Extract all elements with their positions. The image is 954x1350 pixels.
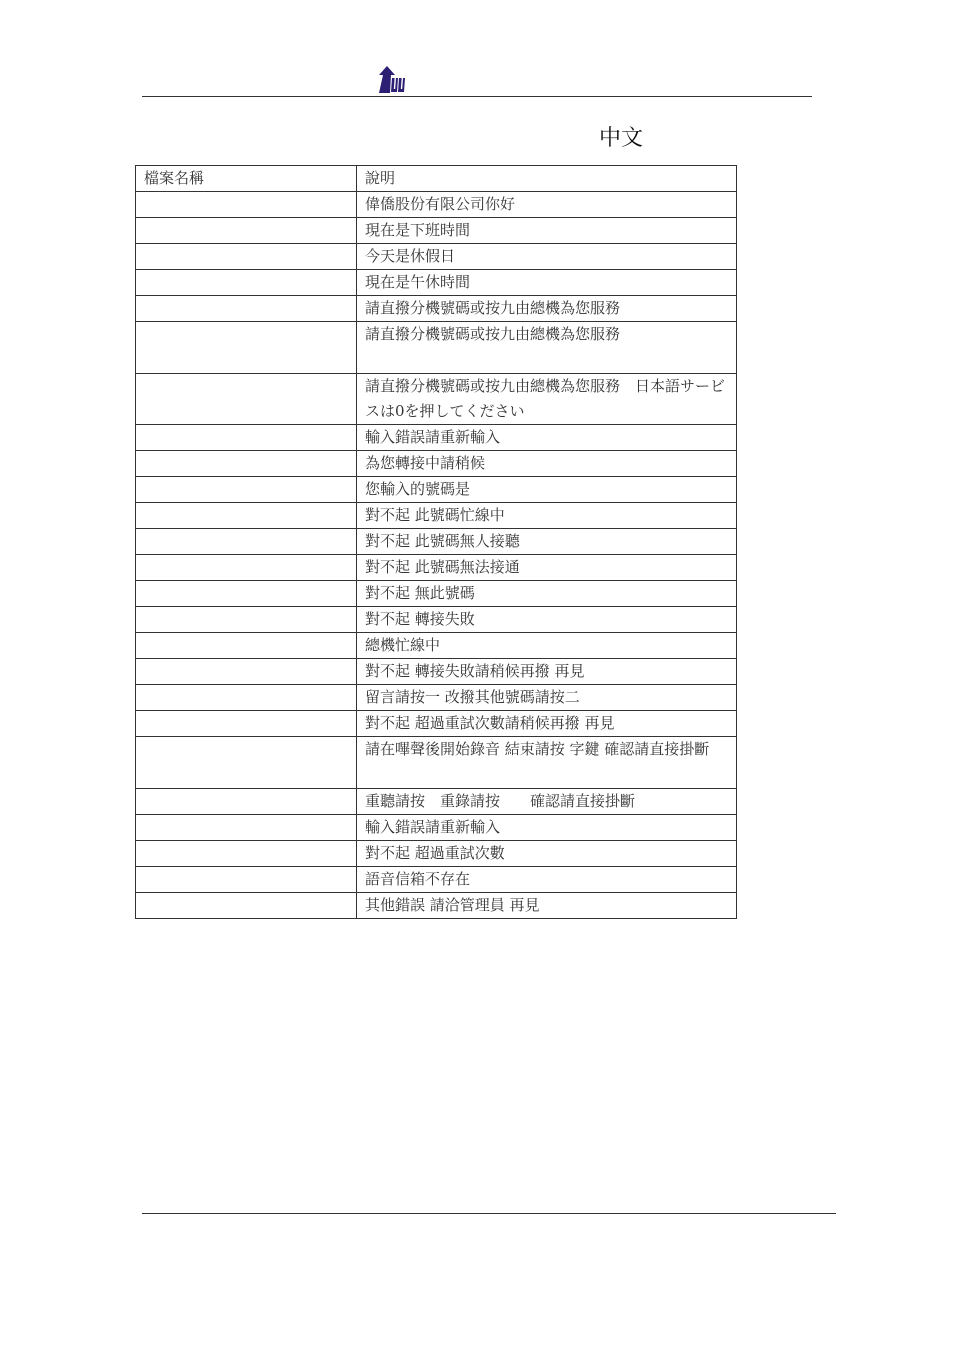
table-row — [136, 607, 737, 633]
table-row — [136, 555, 737, 581]
cell-description: 對不起 超過重試次數 — [357, 840, 737, 866]
cell-filename — [136, 477, 357, 503]
cell-description: 對不起 轉接失敗請稍候再撥 再見 — [357, 659, 737, 685]
cell-filename — [136, 503, 357, 529]
logo-arrow-icon — [377, 66, 407, 94]
cell-description: 輸入錯誤請重新輸入 — [357, 814, 737, 840]
cell-description: 重聽請按 重錄請按 確認請直接掛斷 — [357, 788, 737, 814]
cell-filename — [136, 892, 357, 918]
cell-description: 留言請按一 改撥其他號碼請按二 — [357, 685, 737, 711]
cell-description: 今天是休假日 — [357, 244, 737, 270]
table-row — [136, 685, 737, 711]
table-row — [136, 451, 737, 477]
audio-file-table — [135, 165, 737, 919]
cell-filename — [136, 296, 357, 322]
table-row — [136, 244, 737, 270]
cell-description: 為您轉接中請稍候 — [357, 451, 737, 477]
table-header-row — [136, 166, 737, 192]
cell-filename — [136, 425, 357, 451]
table-row — [136, 322, 737, 374]
cell-filename — [136, 244, 357, 270]
cell-filename — [136, 373, 357, 425]
cell-description: 對不起 無此號碼 — [357, 581, 737, 607]
table-row — [136, 529, 737, 555]
table-row — [136, 503, 737, 529]
cell-description: 總機忙線中 — [357, 633, 737, 659]
cell-filename — [136, 840, 357, 866]
cell-description: 輸入錯誤請重新輸入 — [357, 425, 737, 451]
cell-filename — [136, 814, 357, 840]
company-logo — [377, 66, 407, 94]
header-rule — [142, 96, 812, 97]
table-row — [136, 477, 737, 503]
cell-filename — [136, 451, 357, 477]
cell-filename — [136, 711, 357, 737]
cell-filename — [136, 737, 357, 789]
footer-rule — [142, 1213, 836, 1214]
cell-description: 對不起 此號碼無法接通 — [357, 555, 737, 581]
table-body — [136, 192, 737, 919]
cell-description: 對不起 轉接失敗 — [357, 607, 737, 633]
cell-filename — [136, 218, 357, 244]
cell-filename — [136, 633, 357, 659]
table-row — [136, 218, 737, 244]
cell-description: 請直撥分機號碼或按九由總機為您服務 — [357, 322, 737, 374]
table-row — [136, 892, 737, 918]
logo-letters — [391, 78, 405, 92]
cell-description: 現在是下班時間 — [357, 218, 737, 244]
table-row — [136, 270, 737, 296]
table-row — [136, 711, 737, 737]
cell-filename — [136, 529, 357, 555]
table-row — [136, 737, 737, 789]
table-row — [136, 192, 737, 218]
cell-filename — [136, 581, 357, 607]
cell-filename — [136, 788, 357, 814]
column-header-description: 說明 — [357, 166, 737, 192]
column-header-filename: 檔案名稱 — [136, 166, 357, 192]
cell-description: 現在是午休時間 — [357, 270, 737, 296]
cell-description: 請直撥分機號碼或按九由總機為您服務 — [357, 296, 737, 322]
table-row — [136, 373, 737, 425]
table-row — [136, 814, 737, 840]
cell-filename — [136, 555, 357, 581]
table-row — [136, 633, 737, 659]
table-row — [136, 840, 737, 866]
cell-description: 請在嗶聲後開始錄音 結束請按 字鍵 確認請直接掛斷 — [357, 737, 737, 789]
cell-filename — [136, 866, 357, 892]
table-row — [136, 866, 737, 892]
cell-description: 其他錯誤 請洽管理員 再見 — [357, 892, 737, 918]
table-row — [136, 581, 737, 607]
cell-filename — [136, 322, 357, 374]
table-row — [136, 788, 737, 814]
cell-filename — [136, 685, 357, 711]
cell-description: 請直撥分機號碼或按九由總機為您服務 日本語サービスは0を押してください — [357, 373, 737, 425]
cell-description: 您輸入的號碼是 — [357, 477, 737, 503]
cell-description: 對不起 超過重試次數請稍候再撥 再見 — [357, 711, 737, 737]
page-title: 中文 — [599, 126, 644, 151]
table-row — [136, 296, 737, 322]
cell-description: 對不起 此號碼無人接聽 — [357, 529, 737, 555]
table-row — [136, 425, 737, 451]
cell-filename — [136, 192, 357, 218]
cell-description: 對不起 此號碼忙線中 — [357, 503, 737, 529]
cell-filename — [136, 270, 357, 296]
cell-filename — [136, 607, 357, 633]
cell-description: 偉僑股份有限公司你好 — [357, 192, 737, 218]
cell-description: 語音信箱不存在 — [357, 866, 737, 892]
cell-filename — [136, 659, 357, 685]
table-row — [136, 659, 737, 685]
